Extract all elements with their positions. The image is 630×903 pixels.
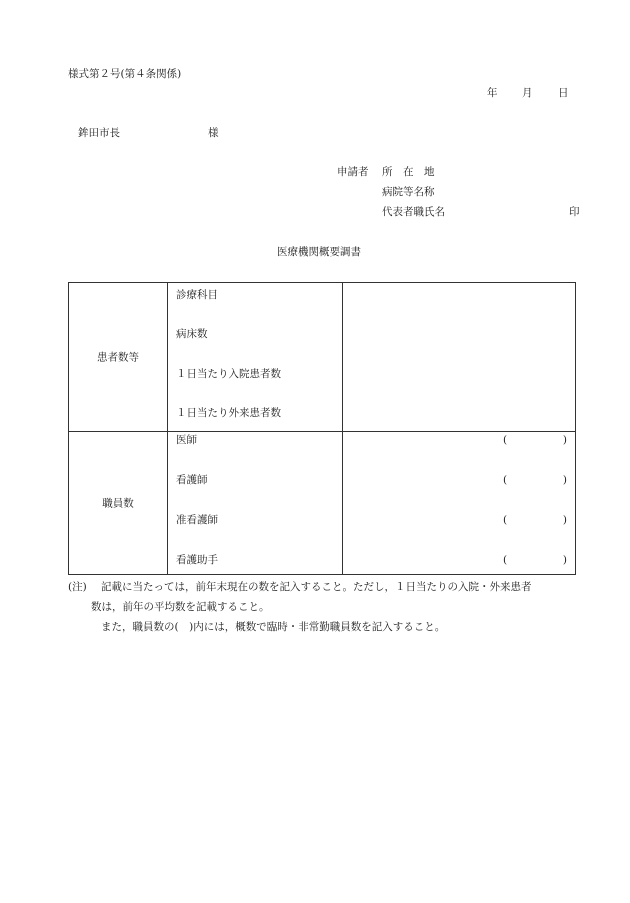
outpatients-per-day-label: １日当たり外来患者数: [176, 407, 281, 419]
note-line-2: 数は，前年の平均数を記載すること。: [91, 601, 270, 613]
addressee-name: 鉾田市長: [78, 127, 120, 139]
document-title: 医療機関概要調書: [277, 246, 361, 258]
address-label: 所 在 地: [382, 166, 435, 178]
hospital-name-label: 病院等名称: [382, 186, 435, 198]
seal-mark: 印: [569, 206, 580, 218]
inpatients-per-day-label: １日当たり入院患者数: [176, 368, 281, 380]
nurse-temp-close-paren: ): [562, 474, 567, 486]
addressee-honorific: 様: [208, 127, 219, 139]
doctor-temp-open-paren: (: [503, 434, 508, 446]
nursing-aide-label: 看護助手: [176, 554, 218, 566]
date-day-label: 日: [558, 87, 569, 99]
nursing-aide-temp-open-paren: (: [503, 554, 508, 566]
note-line-3: また，職員数の( )内には，概数で臨時・非常勤職員数を記入すること。: [101, 621, 446, 633]
applicant-label: 申請者: [337, 166, 369, 178]
date-month-label: 月: [522, 87, 533, 99]
patients-items-cell: [168, 283, 343, 432]
staff-items-cell: [168, 432, 343, 575]
note-line-1: 記載に当たっては，前年末現在の数を記入すること。ただし，１日当たりの入院・外来患者: [101, 581, 532, 593]
department-label: 診療科目: [176, 289, 218, 301]
doctor-temp-close-paren: ): [562, 434, 567, 446]
nurse-temp-open-paren: (: [503, 474, 508, 486]
nursing-aide-temp-close-paren: ): [562, 554, 567, 566]
assistant-nurse-temp-close-paren: ): [562, 514, 567, 526]
representative-label: 代表者職氏名: [382, 206, 445, 218]
form-number: 様式第２号(第４条関係): [68, 68, 182, 80]
patients-group-cell: [69, 283, 168, 432]
staff-group-cell: [69, 432, 168, 575]
doctor-label: 医師: [176, 434, 197, 446]
overview-table: [68, 282, 576, 575]
patients-value-cell[interactable]: [343, 283, 576, 432]
patients-group-label: 患者数等: [97, 351, 139, 364]
assistant-nurse-temp-open-paren: (: [503, 514, 508, 526]
nurse-label: 看護師: [176, 474, 208, 486]
staff-group-label: 職員数: [102, 497, 134, 510]
bed-count-label: 病床数: [176, 328, 208, 340]
note-prefix: (注): [68, 581, 87, 593]
assistant-nurse-label: 准看護師: [176, 514, 218, 526]
staff-value-cell[interactable]: [343, 432, 576, 575]
date-year-label: 年: [487, 87, 498, 99]
